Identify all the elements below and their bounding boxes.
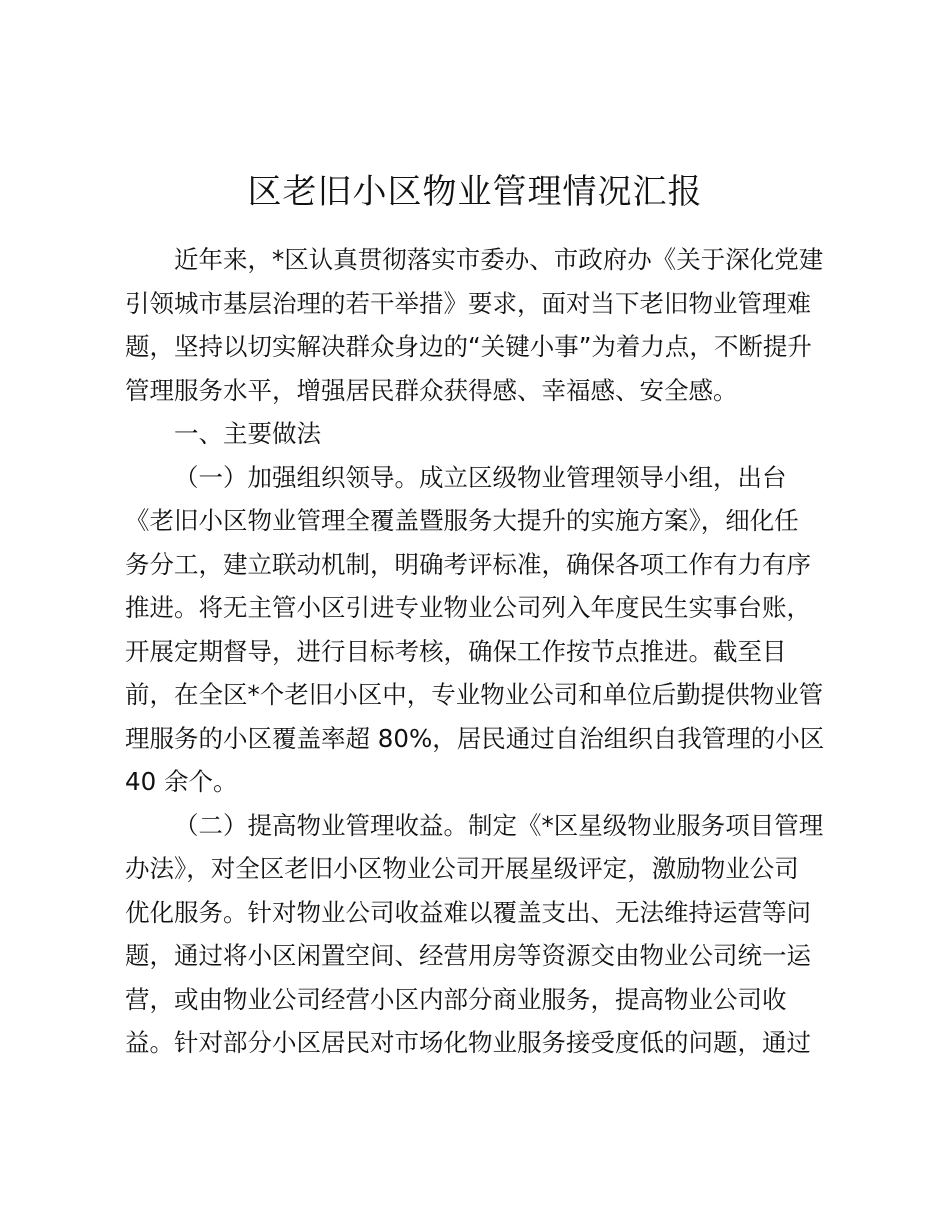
text-line: 营，或由物业公司经营小区内部分商业服务，提高物业公司收	[125, 984, 787, 1014]
text-line: 优化服务。针对物业公司收益难以覆盖支出、无法维持运营等问	[125, 897, 811, 927]
text-line: （二）提高物业管理收益。制定《*区星级物业服务项目管理	[174, 810, 824, 840]
text-line: 一、主要做法	[174, 419, 321, 448]
document-body	[125, 238, 835, 1065]
text-line: 题，坚持以切实解决群众身边的“关键小事”为着力点，不断提升	[125, 332, 812, 361]
document-title: 区老旧小区物业管理情况汇报	[247, 172, 703, 212]
text-line: 理服务的小区覆盖率超 80%，居民通过自治组织自我管理的小区	[125, 723, 825, 753]
text-line: 开展定期督导，进行目标考核，确保工作按节点推进。截至目	[125, 636, 787, 666]
text-line: 办法》，对全区老旧小区物业公司开展星级评定，激励物业公司	[125, 854, 799, 883]
text-line: 40 余个。	[125, 767, 238, 796]
text-line: 前，在全区*个老旧小区中，专业物业公司和单位后勤提供物业管	[125, 680, 824, 709]
text-line: 近年来，*区认真贯彻落实市委办、市政府办《关于深化党建	[174, 245, 824, 274]
text-line: 务分工，建立联动机制，明确考评标准，确保各项工作有力有序	[125, 549, 811, 579]
text-line: 《老旧小区物业管理全覆盖暨服务大提升的实施方案》，细化任	[125, 506, 799, 535]
text-line: （一）加强组织领导。成立区级物业管理领导小组，出台	[174, 462, 787, 492]
text-line: 管理服务水平，增强居民群众获得感、幸福感、安全感。	[125, 375, 738, 405]
text-line: 题，通过将小区闲置空间、经营用房等资源交由物业公司统一运	[125, 941, 811, 970]
text-line: 推进。将无主管小区引进专业物业公司列入年度民生实事台账，	[125, 593, 811, 622]
text-line: 益。针对部分小区居民对市场化物业服务接受度低的问题，通过	[125, 1028, 811, 1057]
text-line: 引领城市基层治理的若干举措》要求，面对当下老旧物业管理难	[125, 288, 811, 318]
